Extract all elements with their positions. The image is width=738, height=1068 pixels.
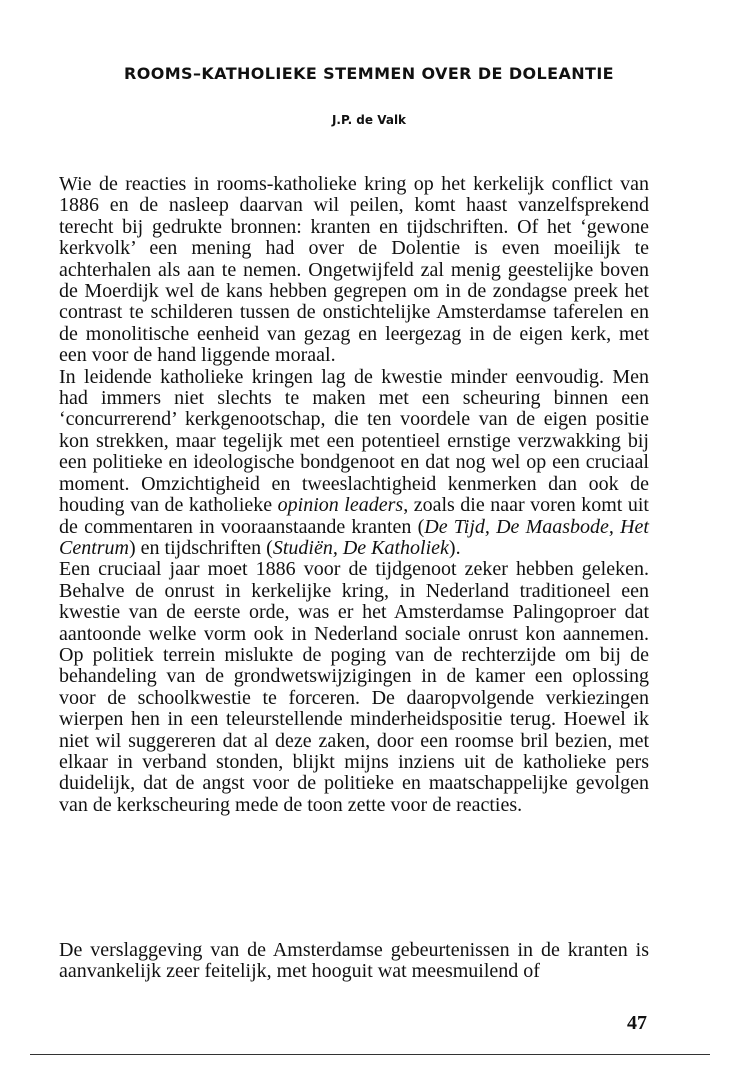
page-number: 47 — [627, 1012, 647, 1034]
body-text — [59, 174, 649, 816]
paragraph-3: Een cruciaal jaar moet 1886 voor de tijdgenoot zeker hebben geleken. Behalve de onrust in kerkelijke kring, in Nederland traditioneel een kwestie van de eerste orde, was er het Amsterdamse Palingoproer dat aantoonde welke vorm ook in Nederland sociale onrust kon aannemen. Op politiek terrein mislukte de poging van de rechterzijde om bij de behandeling van de grondwetswijzigingen in de kamer een oplossing voor de schoolkwestie te forceren. De daaropvolgende verkiezingen wierpen hen in een teleurstellende minderheidspositie terug. Hoewel ik niet wil suggereren dat al deze zaken, door een roomse bril bezien, met elkaar in verband stonden, blijkt mijns inziens uit de katholieke pers duidelijk, dat de angst voor de politieke en maatschappelijke gevolgen van de kerkscheuring mede de toon zette voor de reacties. — [59, 558, 649, 816]
paragraph-2-italic-c: Studiën, De Katholiek — [272, 536, 449, 559]
article-title: ROOMS–KATHOLIEKE STEMMEN OVER DE DOLEANTIE — [123, 64, 615, 83]
paragraph-2-text-a: In leidende katholieke kringen lag de kwestie minder eenvoudig. Men had immers niet slechts te maken met een scheuring binnen een ‘concurrerend’ kerkgenootschap, die ten voordele van de eigen positie kon strekken, maar tegelijk met een potentieel ernstige verzwakking bij een politieke en ideologische bondgenoot en dat nog wel op een cruciaal moment. Omzichtigheid en tweeslachtigheid kenmerken dan ook de houding van de katholieke — [59, 365, 649, 517]
footer-rule — [30, 1054, 710, 1055]
paragraph-2 — [59, 367, 649, 560]
paragraph-2-text-d: ). — [448, 536, 461, 559]
body-text-final — [59, 940, 649, 983]
paragraph-2-text-b: , zoals die naar voren komt uit de commentaren in vooraanstaande kranten ( — [59, 494, 649, 538]
paragraph-4: De verslaggeving van de Amsterdamse gebeurtenissen in de kranten is aanvankelijk zeer feitelijk, met hooguit wat meesmuilend of — [59, 939, 649, 983]
author-name: J.P. de Valk — [331, 113, 407, 127]
paragraph-2-italic-a: opinion leaders — [277, 494, 404, 517]
paragraph-2-italic-b: De Tijd, De Maasbode, Het Centrum — [59, 515, 649, 559]
paragraph-2-text-c: ) en tijdschriften ( — [129, 536, 273, 559]
paragraph-1: Wie de reacties in rooms-katholieke kring op het kerkelijk conflict van 1886 en de nasleep daarvan wil peilen, komt haast vanzelfsprekend terecht bij gedrukte bronnen: kranten en tijdschriften. Of het ‘gewone kerkvolk’ een mening had over de Dolentie is even moeilijk te achterhalen als aan te nemen. Ongetwijfeld zal menig geestelijke boven de Moerdijk wel de kans hebben gegrepen om in de zondagse preek het contrast te schilderen tussen de onstichtelijke Amsterdamse taferelen en de monolitische eenheid van gezag en leergezag in de eigen kerk, met een voor de hand liggende moraal. — [59, 173, 649, 367]
